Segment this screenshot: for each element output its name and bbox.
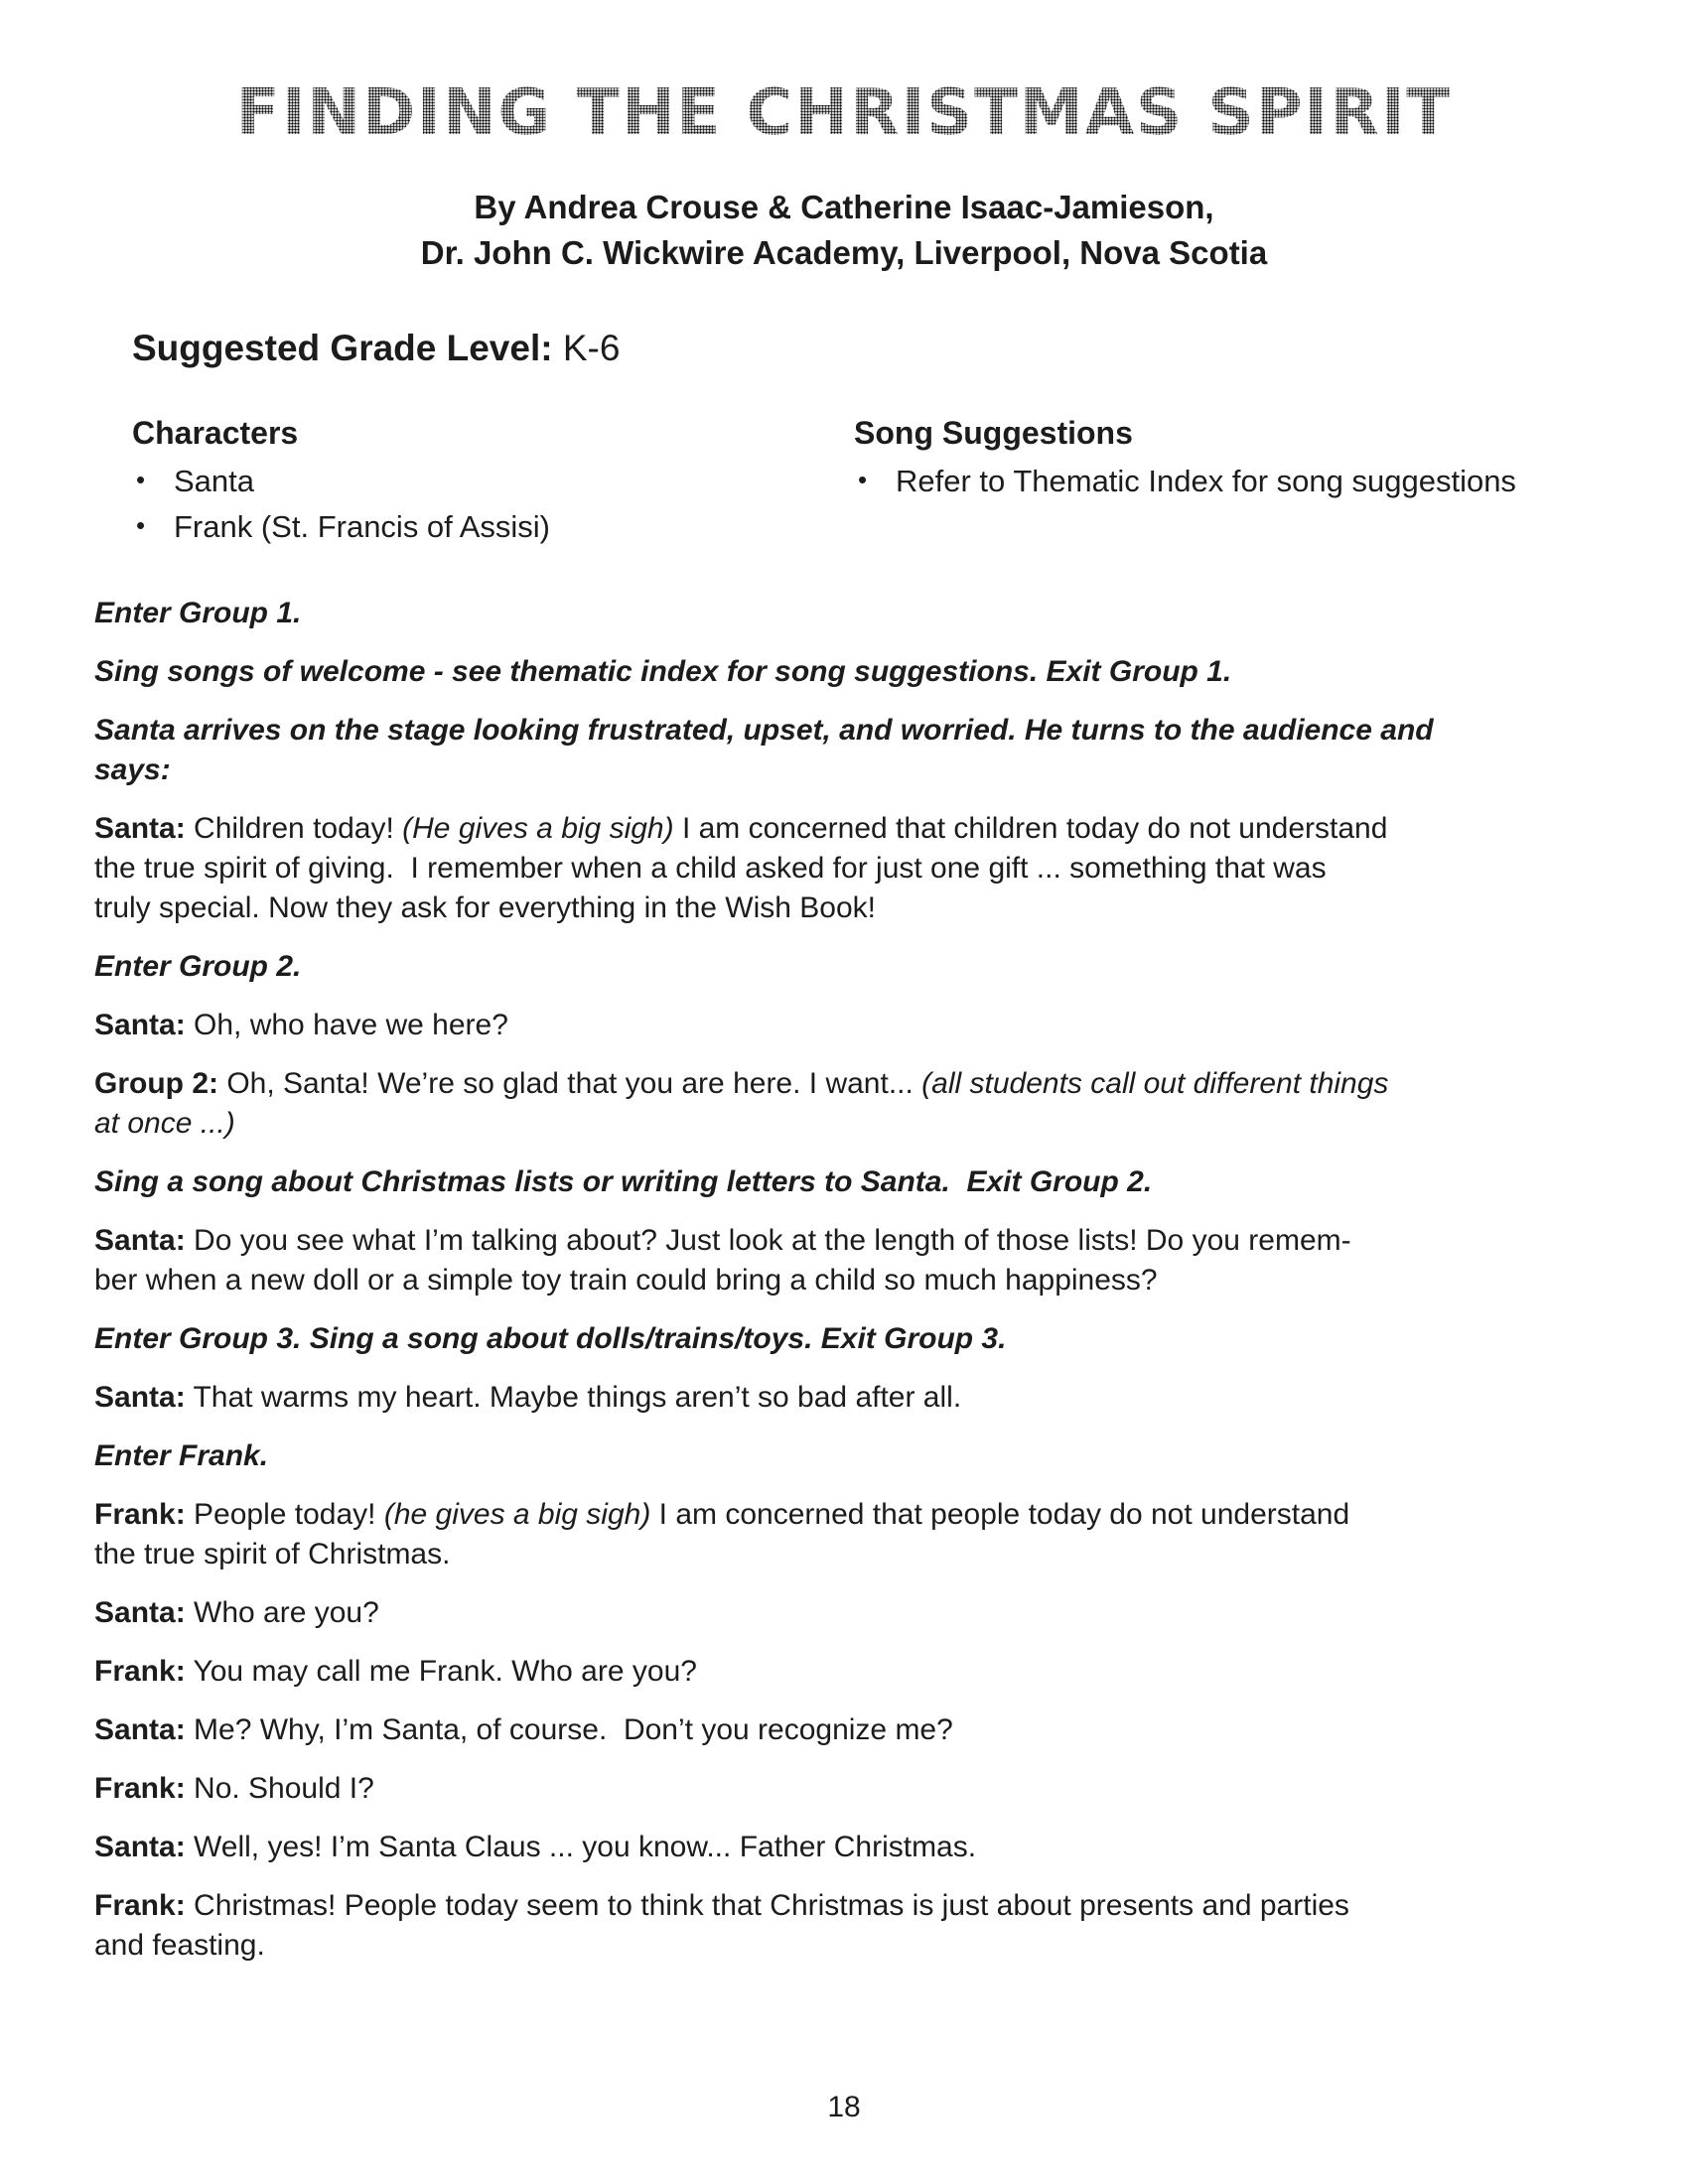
grade-level-label: Suggested Grade Level:: [132, 327, 553, 368]
dialogue-line: [94, 1006, 1594, 1045]
list-item: • Santa: [132, 459, 854, 504]
characters-heading: Characters: [132, 414, 299, 451]
text-segment: says:: [94, 752, 171, 786]
text-segment: Children today!: [185, 811, 403, 845]
text-segment: You may call me Frank. Who are you?: [185, 1654, 697, 1688]
text-segment: Enter Frank.: [94, 1438, 269, 1472]
dialogue-line: [94, 1886, 1594, 1966]
text-segment: Well, yes! I’m Santa Claus ... you know... Father Christmas.: [185, 1830, 977, 1863]
text-segment: Christmas! People today seem to think that Christmas is just about presents and parties: [185, 1888, 1349, 1922]
text-segment: That warms my heart. Maybe things aren’t so bad after all.: [185, 1380, 962, 1414]
page-title: FINDING THE CHRISTMAS SPIRIT: [94, 77, 1594, 151]
stage-direction: [94, 1319, 1594, 1359]
meta-section: [132, 324, 1594, 550]
list-item: • Frank (St. Francis of Assisi): [132, 504, 854, 550]
text-segment: truly special. Now they ask for everything in the Wish Book!: [94, 890, 877, 924]
stage-direction: [94, 711, 1594, 790]
song-suggestions-list: [854, 459, 1594, 504]
song-suggestions-heading: Song Suggestions: [854, 414, 1133, 451]
stage-direction: [94, 947, 1594, 987]
grade-level-value: K-6: [552, 327, 621, 368]
dialogue-line: [94, 1652, 1594, 1692]
text-segment: No. Should I?: [185, 1771, 374, 1805]
dialogue-line: [94, 1828, 1594, 1867]
text-segment: and feasting.: [94, 1928, 265, 1962]
text-segment: Who are you?: [185, 1595, 379, 1629]
song-suggestions-column: [854, 411, 1594, 550]
dialogue-line: [94, 809, 1594, 928]
speaker-name: Frank:: [94, 1654, 186, 1688]
speaker-name: Frank:: [94, 1771, 186, 1805]
text-segment: Sing a song about Christmas lists or writing letters to Santa. Exit Group 2.: [94, 1164, 1153, 1198]
speaker-name: Santa:: [94, 1595, 186, 1629]
text-segment: Sing songs of welcome - see thematic index for song suggestions. Exit Group 1.: [94, 654, 1232, 688]
byline-line-authors: By Andrea Crouse & Catherine Isaac-Jamieson,: [474, 188, 1214, 225]
dialogue-line: [94, 1221, 1594, 1300]
text-segment: Santa arrives on the stage looking frustrated, upset, and worried. He turns to the audience and: [94, 713, 1434, 747]
list-item: • Refer to Thematic Index for song suggestions: [854, 459, 1594, 504]
text-segment: ber when a new doll or a simple toy train could bring a child so much happiness?: [94, 1263, 1158, 1297]
text-segment: Do you see what I’m talking about? Just look at the length of those lists! Do you remem-: [185, 1223, 1351, 1257]
byline-line-school: Dr. John C. Wickwire Academy, Liverpool, Nova Scotia: [420, 233, 1268, 271]
byline: [94, 185, 1594, 276]
speaker-name: Santa:: [94, 1380, 186, 1414]
text-segment: I am concerned that people today do not understand: [650, 1497, 1350, 1531]
dialogue-line: [94, 1769, 1594, 1809]
speaker-name: Santa:: [94, 1223, 186, 1257]
speaker-name: Frank:: [94, 1497, 186, 1531]
text-segment: Enter Group 3. Sing a song about dolls/trains/toys. Exit Group 3.: [94, 1321, 1007, 1355]
dialogue-line: [94, 1378, 1594, 1418]
speaker-name: Frank:: [94, 1888, 186, 1922]
dialogue-line: [94, 1593, 1594, 1633]
meta-columns: [132, 411, 1594, 550]
page-number: 18: [827, 2091, 861, 2123]
text-segment: Me? Why, I’m Santa, of course. Don’t you recognize me?: [185, 1712, 953, 1746]
stage-direction: [94, 652, 1594, 692]
grade-level: [132, 324, 1594, 373]
speaker-name: Santa:: [94, 1830, 186, 1863]
text-segment: the true spirit of Christmas.: [94, 1537, 451, 1570]
dialogue-line: [94, 1064, 1594, 1144]
text-segment: (he gives a big sigh): [383, 1497, 651, 1531]
speaker-name: Santa:: [94, 811, 186, 845]
text-segment: Enter Group 2.: [94, 949, 302, 983]
dialogue-line: [94, 1710, 1594, 1750]
speaker-name: Group 2:: [94, 1066, 218, 1100]
text-segment: I am concerned that children today do not understand: [673, 811, 1388, 845]
text-segment: People today!: [185, 1497, 384, 1531]
text-segment: Oh, Santa! We’re so glad that you are here. I want...: [218, 1066, 922, 1100]
text-segment: (He gives a big sigh): [402, 811, 674, 845]
dialogue-line: [94, 1495, 1594, 1574]
text-segment: at once ...): [94, 1106, 235, 1140]
text-segment: (all students call out different things: [921, 1066, 1389, 1100]
stage-direction: [94, 594, 1594, 633]
script-body: [94, 594, 1594, 1966]
characters-column: [132, 411, 854, 550]
text-segment: the true spirit of giving. I remember when a child asked for just one gift ... something that was: [94, 851, 1327, 885]
text-segment: Oh, who have we here?: [185, 1008, 508, 1041]
speaker-name: Santa:: [94, 1712, 186, 1746]
characters-list: [132, 459, 854, 550]
stage-direction: [94, 1436, 1594, 1476]
stage-direction: [94, 1162, 1594, 1202]
text-segment: Enter Group 1.: [94, 596, 302, 629]
speaker-name: Santa:: [94, 1008, 186, 1041]
